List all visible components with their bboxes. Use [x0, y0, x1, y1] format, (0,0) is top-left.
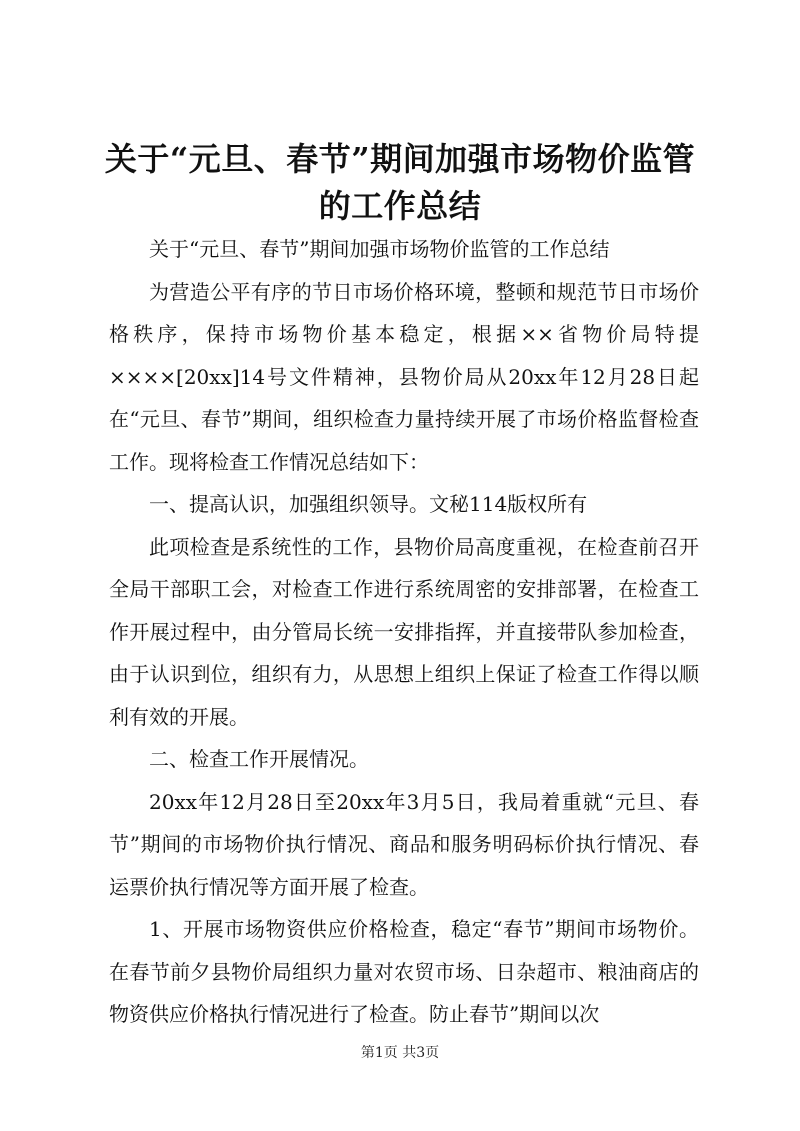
- body-paragraph: 20xx年12月28日至20xx年3月5日，我局着重就“元旦、春节”期间的市场物价执行情况、商品和服务明码标价执行情况、春运票价执行情况等方面开展了检查。: [109, 789, 699, 899]
- body-paragraph: 二、检查工作开展情况。: [149, 747, 369, 771]
- body-paragraph: 关于“元旦、春节”期间加强市场物价监管的工作总结: [149, 237, 610, 261]
- body-paragraph: 为营造公平有序的节日市场价格环境，整顿和规范节日市场价格秩序，保持市场物价基本稳定，根据××省物价局特提××××[20xx]14号文件精神，县物价局从20xx年12月28日起在“元旦、春节”期间，组织检查力量持续开展了市场价格监督检查工作。现将检查工作情况总结如下：: [109, 279, 699, 474]
- body-paragraph: 1、开展市场物资供应价格检查，稳定“春节”期间市场物价。在春节前夕县物价局组织力量对农贸市场、日杂超市、粮油商店的物资供应价格执行情况进行了检查。防止春节”期间以次: [109, 917, 699, 1026]
- body-paragraph: 一、提高认识，加强组织领导。文秘114版权所有: [149, 492, 588, 516]
- document-body: [109, 228, 699, 1036]
- document-title: 关于“元旦、春节”期间加强市场物价监管的工作总结: [104, 140, 696, 225]
- body-paragraph: 此项检查是系统性的工作，县物价局高度重视，在检查前召开全局干部职工会，对检查工作进行系统周密的安排部署，在检查工作开展过程中，由分管局长统一安排指挥，并直接带队参加检查，由于认识到位，组织有力，从思想上组织上保证了检查工作得以顺利有效的开展。: [109, 534, 699, 729]
- page-number-footer: 第1页 共3页: [360, 1045, 440, 1061]
